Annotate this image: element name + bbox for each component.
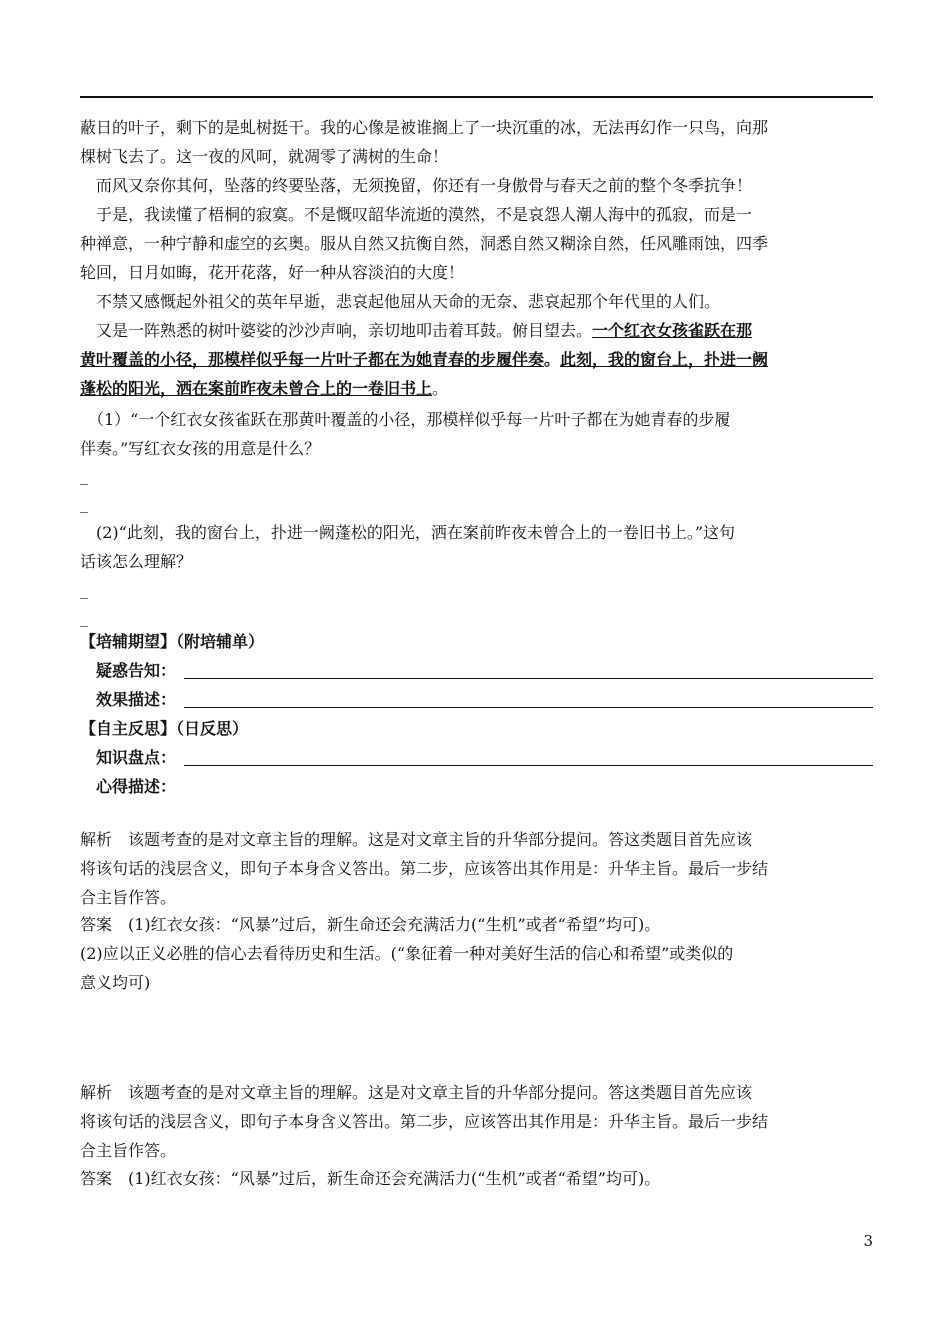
passage-line: 轮回，日月如晦，花开花落，好一种从容淡泊的大度！ xyxy=(80,263,465,282)
underlined-phrase: 黄叶覆盖的小径，那模样似乎每一片叶子都在为她青春的步履伴奏 xyxy=(80,350,545,369)
passage-line xyxy=(80,346,873,374)
analysis-line: 合主旨作答。 xyxy=(80,888,177,907)
passage-line: 棵树飞去了。这一夜的风呵，就凋零了满树的生命！ xyxy=(80,147,449,166)
document-page xyxy=(80,0,873,1342)
field-label: 心得描述： xyxy=(96,777,177,796)
analysis-line: 将该句话的浅层含义，即句子本身含义答出。第二步，应该答出其作用是：升华主旨。最后一步结 xyxy=(80,859,769,878)
answer-blank[interactable]: _ xyxy=(80,608,88,627)
section-title-tutoring: 【培辅期望】（附培辅单） xyxy=(80,632,265,651)
analysis-line: 合主旨作答。 xyxy=(80,1141,177,1160)
page-number: 3 xyxy=(863,1232,873,1250)
passage-line xyxy=(80,375,873,403)
question-2: (2)“此刻，我的窗台上，扑进一阙蓬松的阳光，洒在案前昨夜未曾合上的一卷旧书上。”这句 xyxy=(80,523,736,542)
passage-line: 蔽日的叶子，剩下的是虬树挺干。我的心像是被谁搁上了一块沉重的冰，无法再幻作一只鸟，向那 xyxy=(80,118,769,137)
effect-field[interactable] xyxy=(80,686,873,714)
answer-line: (2)应以正义必胜的信心去看待历史和生活。(“象征着一种对美好生活的信心和希望”或类似的 xyxy=(80,944,734,963)
answer-blank[interactable]: _ xyxy=(80,580,88,599)
knowledge-field[interactable] xyxy=(80,744,873,772)
doubts-field[interactable] xyxy=(80,657,873,685)
passage-line: 而风又奈你其何，坠落的终要坠落，无须挽留，你还有一身傲骨与春天之前的整个冬季抗争！ xyxy=(80,176,753,195)
field-label: 知识盘点： xyxy=(96,748,177,767)
passage-text: 。 xyxy=(432,379,449,398)
underlined-phrase: 蓬松的阳光，洒在案前昨夜未曾合上的一卷旧书上 xyxy=(80,379,433,398)
analysis-line: 解析 该题考查的是对文章主旨的理解。这是对文章主旨的升华部分提问。答这类题目首先应该 xyxy=(80,1083,753,1102)
insight-field[interactable] xyxy=(80,773,873,801)
fill-line[interactable] xyxy=(184,765,873,766)
passage-line: 于是，我读懂了梧桐的寂寞。不是慨叹韶华流逝的漠然，不是哀怨人潮人海中的孤寂，而是一 xyxy=(80,205,753,224)
passage-text: 。 xyxy=(544,350,561,369)
header-rule xyxy=(80,96,873,98)
analysis-line: 将该句话的浅层含义，即句子本身含义答出。第二步，应该答出其作用是：升华主旨。最后一步结 xyxy=(80,1112,769,1131)
passage-line: 种禅意，一种宁静和虚空的玄奥。服从自然又抗衡自然，洞悉自然又糊涂自然，任风雕雨蚀，四季 xyxy=(80,234,769,253)
question-1-cont: 伴奏。”写红衣女孩的用意是什么？ xyxy=(80,439,321,458)
analysis-line: 解析 该题考查的是对文章主旨的理解。这是对文章主旨的升华部分提问。答这类题目首先应该 xyxy=(80,830,753,849)
answer-line: 答案 (1)红衣女孩：“风暴”过后，新生命还会充满活力(“生机”或者“希望”均可)。 xyxy=(80,915,661,934)
answer-blank[interactable]: _ xyxy=(80,466,88,485)
passage-line: 不禁又感慨起外祖父的英年早逝，悲哀起他屈从天命的无奈、悲哀起那个年代里的人们。 xyxy=(80,292,721,311)
answer-line: 答案 (1)红衣女孩：“风暴”过后，新生命还会充满活力(“生机”或者“希望”均可)。 xyxy=(80,1169,661,1188)
answer-line: 意义均可) xyxy=(80,973,151,992)
fill-line[interactable] xyxy=(184,678,873,679)
question-1: （1）“一个红衣女孩雀跃在那黄叶覆盖的小径，那模样似乎每一片叶子都在为她青春的步履 xyxy=(80,410,731,429)
question-2-cont: 话该怎么理解？ xyxy=(80,552,193,571)
section-title-reflection: 【自主反思】（日反思） xyxy=(80,719,249,738)
field-label: 疑惑告知： xyxy=(96,661,177,680)
fill-line[interactable] xyxy=(184,707,873,708)
passage-line xyxy=(80,317,873,345)
answer-blank[interactable]: _ xyxy=(80,494,88,513)
underlined-phrase: 此刻，我的窗台上，扑进一阙 xyxy=(560,350,769,369)
underlined-phrase: 一个红衣女孩雀跃在那 xyxy=(592,321,753,340)
passage-text: 又是一阵熟悉的树叶婆娑的沙沙声响，亲切地叩击着耳鼓。俯目望去。 xyxy=(80,321,593,340)
field-label: 效果描述： xyxy=(96,690,177,709)
